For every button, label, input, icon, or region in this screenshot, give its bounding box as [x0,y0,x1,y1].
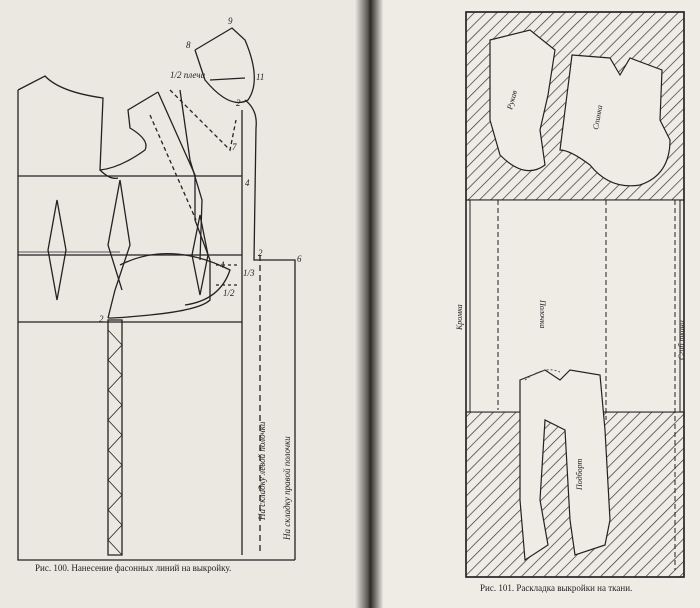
label-fold-left: На складку левой полочки [257,421,267,520]
label-edge: Кромка [455,304,464,330]
label-4b: 4 [220,260,225,270]
label-third: 1/3 [243,268,255,278]
label-9: 9 [228,16,233,26]
label-front: Полочка [538,300,547,329]
label-4: 4 [245,178,250,188]
label-back: Спинка [591,104,605,131]
label-2b: 2 [258,248,263,258]
label-6: 6 [297,254,302,264]
label-fold: Сгиб ткани [677,320,686,360]
label-half: 1/2 [223,288,235,298]
caption-fig100: Рис. 100. Нанесение фасонных линий на выкройку. [35,563,232,573]
label-sleeve: Рукав [505,89,519,111]
label-fold-right: На складку правой полочки [282,436,292,540]
label-7: 7 [232,142,237,152]
label-8: 8 [186,40,191,50]
label-gusset: Подборт [575,458,584,490]
label-half-shoulder: 1/2 плеча [170,70,206,80]
label-2c: 2 [99,314,104,324]
label-2a: 2 [236,98,241,108]
caption-fig101: Рис. 101. Раскладка выкройки на ткани. [480,583,633,593]
label-11: 11 [256,72,265,82]
